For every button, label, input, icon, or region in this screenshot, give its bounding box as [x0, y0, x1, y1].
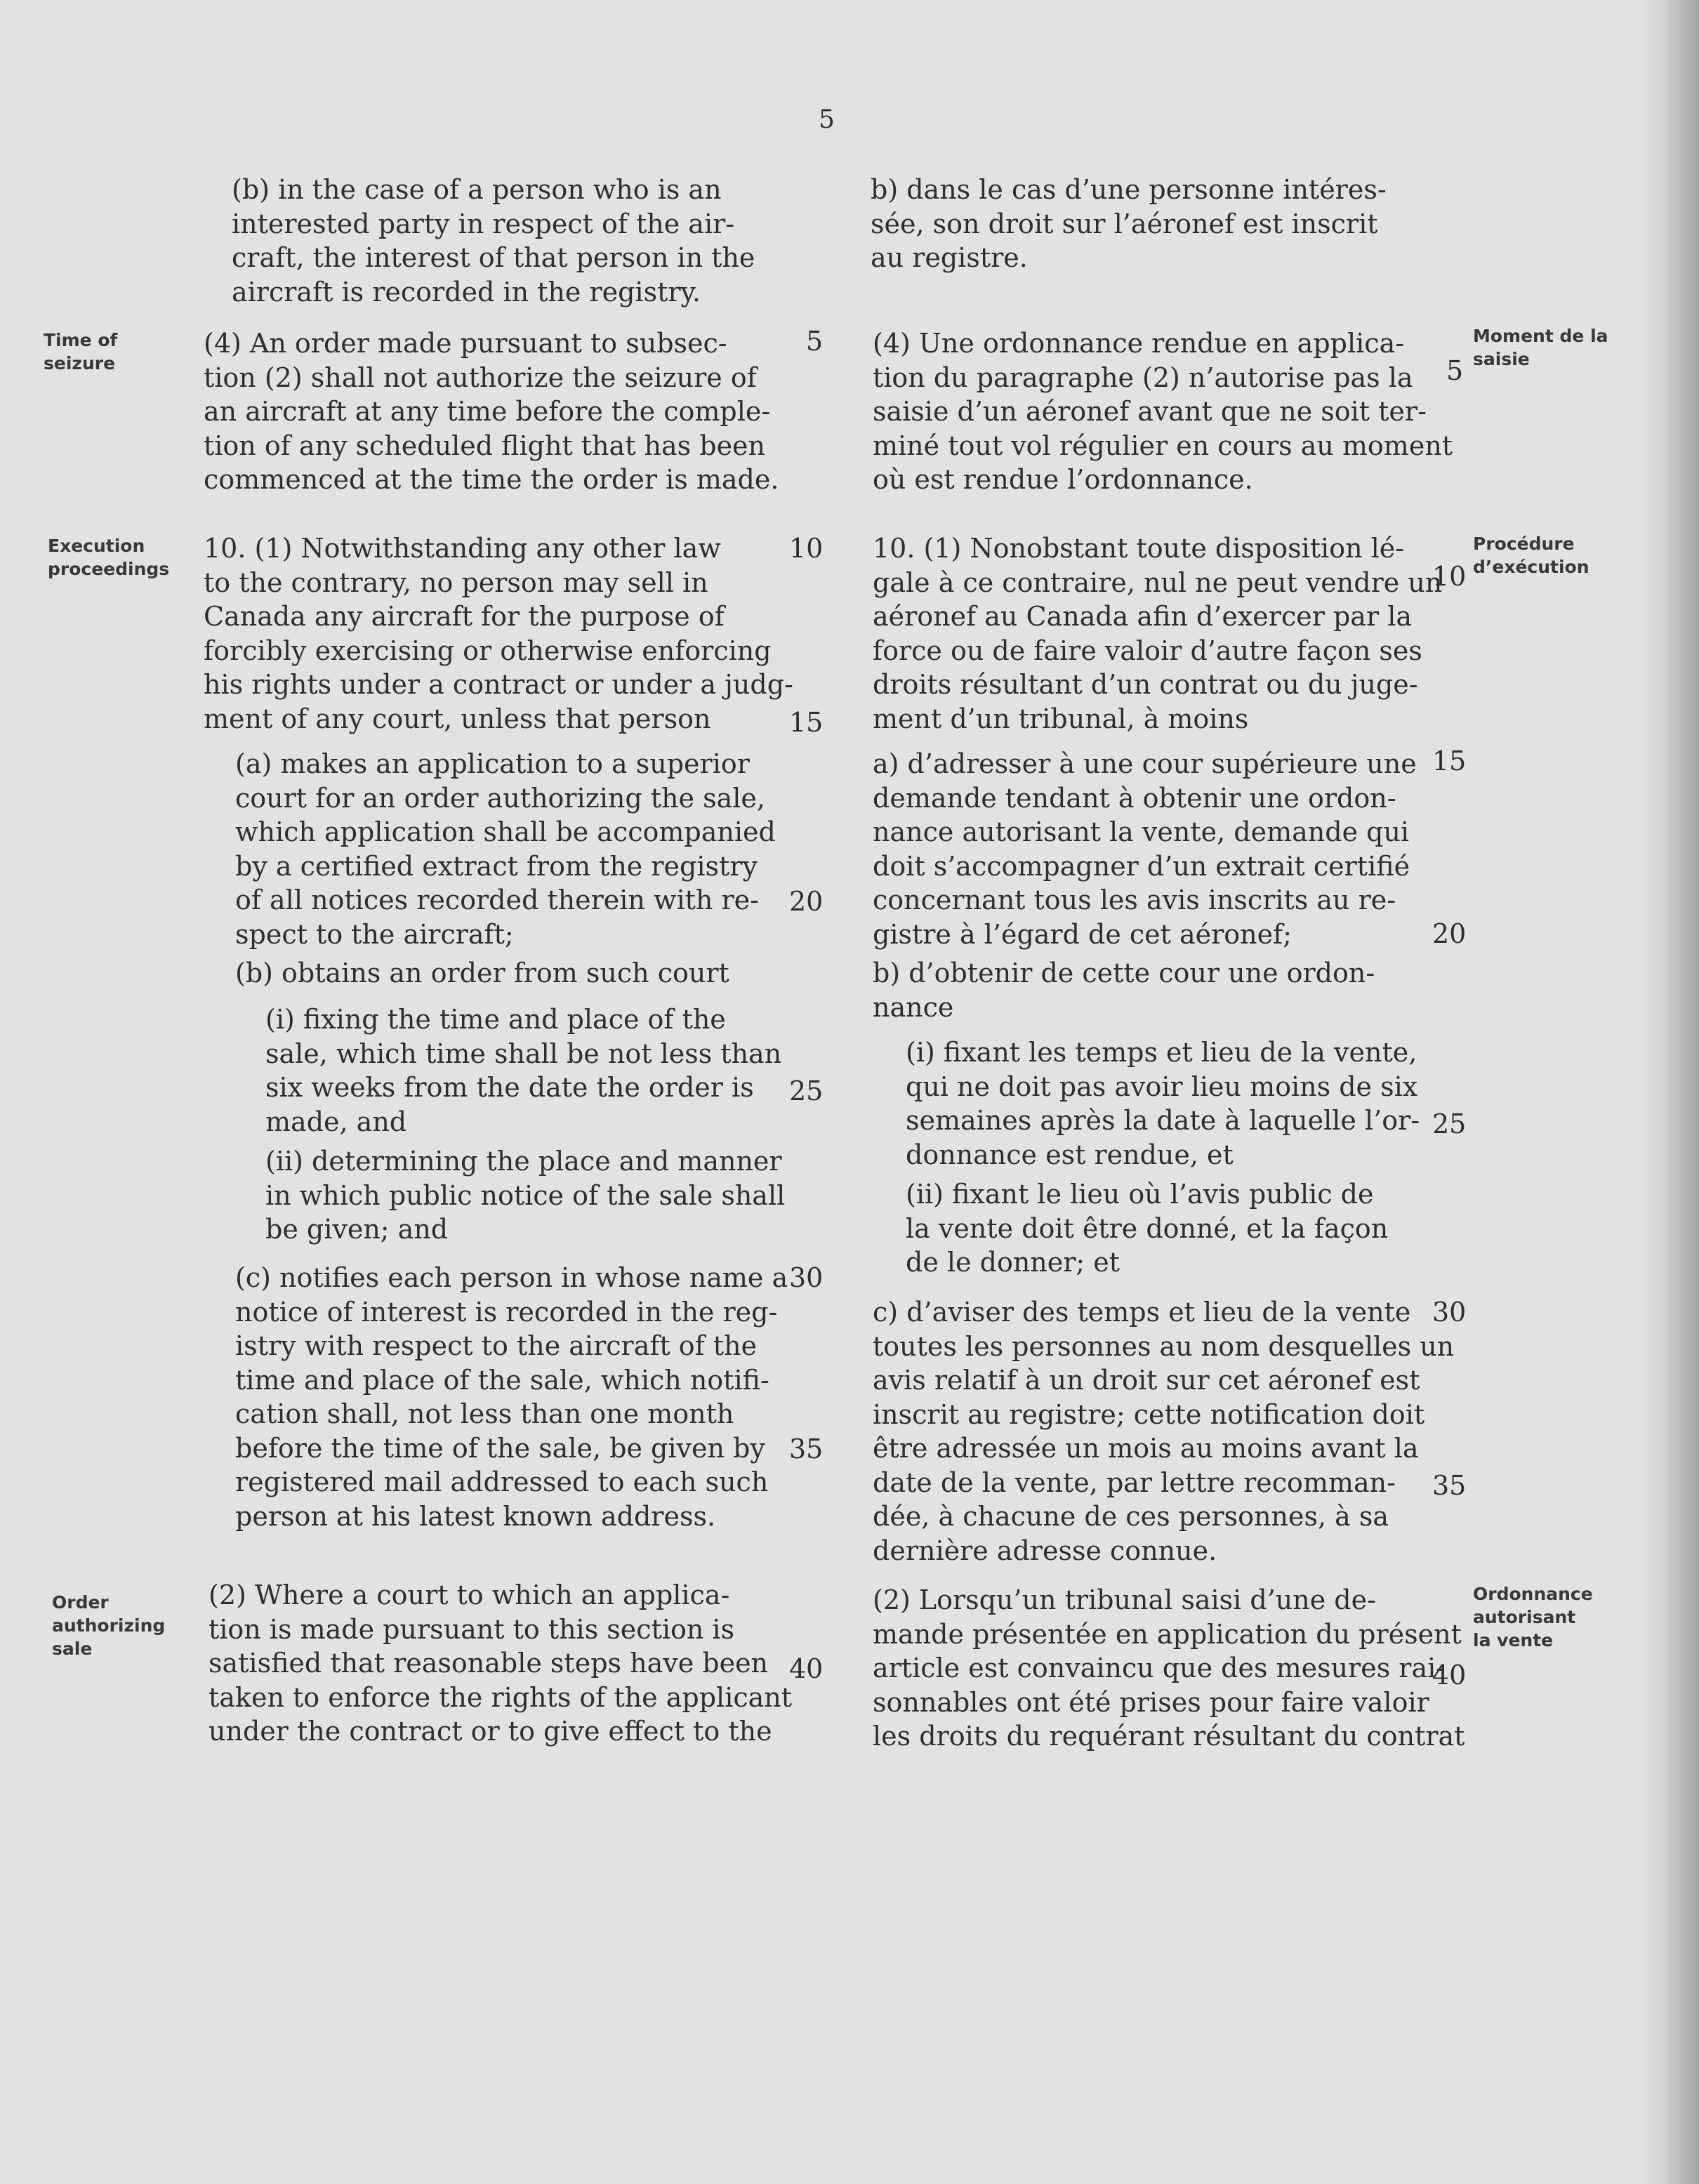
- en-paragraph-c: (c) notifies each person in whose name a notice of interest is recorded in the reg- istry with respect to the aircraft of the time and place of the sale, which notifi- cation shall, not less than one month before the time of the sale, be given by registered mail addressed to each such person at his latest known address.: [235, 1262, 788, 1532]
- fr-section-10-1: 10. (1) Nonobstant toute disposition lé- gale à ce contraire, nul ne peut vendre un aéronef au Canada afin d’exercer par la force ou de faire valoir d’autre façon ses droits résultant d’un contrat ou du juge- ment d’un tribunal, à moins: [873, 533, 1443, 734]
- fr-paragraph-a: a) d’adresser à une cour supérieure une demande tendant à obtenir une ordon- nance autorisant la vente, demande qui doit s’accompagner d’un extrait certifié concernant tous les avis inscrits au re- gistre à l’égard de cet aéronef;: [873, 748, 1417, 950]
- en-line-number: 10: [789, 533, 824, 564]
- fr-line-number: 5: [1446, 355, 1464, 386]
- en-line-number: 15: [789, 707, 824, 738]
- margin-note-moment-de-la-saisie: Moment de la saisie: [1473, 326, 1608, 369]
- en-section-10-1: 10. (1) Notwithstanding any other law to the contrary, no person may sell in Canada any aircraft for the purpose of forcibly exercising or otherwise enforcing his rights under a contract or under a judg- ment of any court, unless that person: [204, 533, 793, 734]
- en-line-number: 35: [789, 1434, 824, 1464]
- fr-line-number: 30: [1432, 1297, 1467, 1328]
- en-subparagraph-i: (i) fixing the time and place of the sale, which time shall be not less than six weeks from the date the order is made, and: [265, 1004, 782, 1137]
- margin-note-procedure-d-execution: Procédure d’exécution: [1473, 534, 1589, 577]
- en-line-number: 25: [789, 1076, 824, 1106]
- fr-subparagraph-i: (i) fixant les temps et lieu de la vente, qui ne doit pas avoir lieu moins de six semaines après la date à laquelle l’or- donnance est rendue, et: [906, 1037, 1420, 1170]
- fr-line-number: 15: [1432, 746, 1467, 776]
- en-paragraph-b-case: (b) in the case of a person who is an interested party in respect of the air- craft, the interest of that person in the aircraft is recorded in the registry.: [232, 174, 755, 307]
- en-paragraph-a: (a) makes an application to a superior court for an order authorizing the sale, which application shall be accompanied by a certified extract from the registry of all notices recorded therein with re- spect to the aircraft;: [235, 748, 776, 950]
- en-line-number: 30: [789, 1262, 824, 1293]
- margin-note-execution-proceedings: Execution proceedings: [48, 536, 170, 579]
- page-number: 5: [819, 105, 835, 134]
- fr-paragraph-c: c) d’aviser des temps et lieu de la vente toutes les personnes au nom desquelles un avis relatif à un droit sur cet aéronef est inscrit au registre; cette notification doit être adressée un mois au moins avant la date de la vente, par lettre recomman- dée, à chacune de ces personnes, à sa dernière adresse connue.: [873, 1297, 1455, 1566]
- margin-note-ordonnance-autorisant-la-vente: Ordonnance autorisant la vente: [1473, 1584, 1593, 1650]
- fr-subsection-2: (2) Lorsqu’un tribunal saisi d’une de- mande présentée en application du présent article est convaincu que des mesures rai- sonnables ont été prises pour faire valoir les droits du requérant résultant du contrat: [873, 1584, 1465, 1752]
- fr-paragraph-b: b) d’obtenir de cette cour une ordon- nance: [873, 958, 1375, 1023]
- en-subsection-2: (2) Where a court to which an applica- tion is made pursuant to this section is satisfied that reasonable steps have been taken to enforce the rights of the applicant under the contract or to give effect to the: [209, 1580, 793, 1747]
- en-line-number: 5: [806, 326, 824, 357]
- en-subparagraph-ii: (ii) determining the place and manner in which public notice of the sale shall be given; and: [265, 1146, 786, 1245]
- fr-line-number: 35: [1432, 1470, 1467, 1501]
- fr-subparagraph-ii: (ii) fixant le lieu où l’avis public de la vente doit être donné, et la façon de le donner; et: [906, 1179, 1389, 1278]
- fr-line-number: 25: [1432, 1108, 1467, 1139]
- fr-line-number: 10: [1432, 561, 1467, 592]
- fr-subsection-4: (4) Une ordonnance rendue en applica- tion du paragraphe (2) n’autorise pas la saisie d’un aéronef avant que ne soit ter- miné tout vol régulier en cours au moment où est rendue l’ordonnance.: [873, 328, 1453, 495]
- en-line-number: 20: [789, 886, 824, 917]
- margin-note-order-authorizing-sale: Order authorizing sale: [52, 1592, 166, 1659]
- fr-line-number: 20: [1432, 918, 1467, 949]
- margin-note-time-of-seizure: Time of seizure: [44, 330, 118, 373]
- fr-line-number: 40: [1432, 1660, 1467, 1690]
- en-line-number: 40: [789, 1653, 824, 1684]
- en-paragraph-b: (b) obtains an order from such court: [235, 958, 729, 988]
- en-subsection-4: (4) An order made pursuant to subsec- tion (2) shall not authorize the seizure of an aircraft at any time before the comple- tion of any scheduled flight that has been commenced at the time the order is made.: [204, 328, 779, 495]
- fr-paragraph-b-case: b) dans le cas d’une personne intéres- sée, son droit sur l’aéronef est inscrit au registre.: [871, 174, 1387, 273]
- page-edge-shadow: [1636, 0, 1699, 2184]
